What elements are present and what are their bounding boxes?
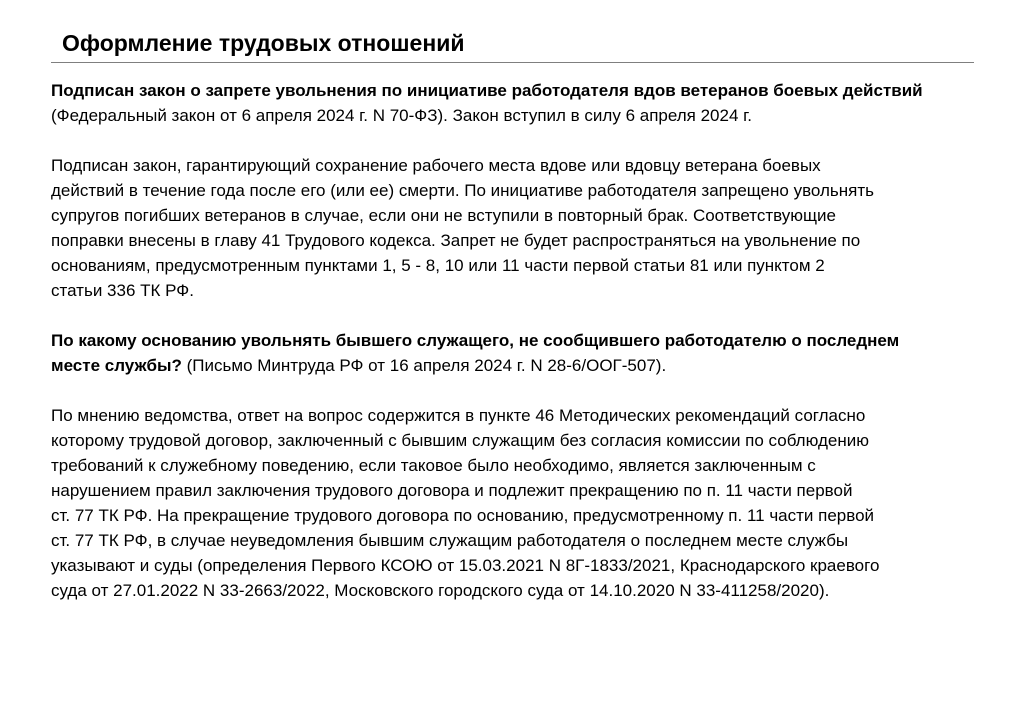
heading-line [51,328,996,353]
body-line: поправки внесены в главу 41 Трудового кодекса. Запрет не будет распространяться на увольнение по [51,231,861,250]
title-divider [51,62,974,63]
news-item-body-paragraph [51,153,996,303]
news-item-heading-continued: месте службы? [51,356,182,375]
news-item-heading: Подписан закон о запрете увольнения по инициативе работодателя вдов ветеранов боевых действий [51,81,923,100]
body-line: нарушением правил заключения трудового договора и подлежит прекращению по п. 11 части первой [51,481,853,500]
body-line: которому трудовой договор, заключенный с бывшим служащим без согласия комиссии по соблюдению [51,431,869,450]
source-reference: (Письмо Минтруда РФ от 16 апреля 2024 г. N 28-6/ООГ-507). [181,356,667,375]
body-line: суда от 27.01.2022 N 33-2663/2022, Московского городского суда от 14.10.2020 N 33-411258/2020). [51,581,830,600]
body-line: статьи 336 ТК РФ. [51,281,194,300]
document-body [51,78,996,628]
body-line: указывают и суды (определения Первого КСОЮ от 15.03.2021 N 8Г-1833/2021, Краснодарского краевого [51,556,880,575]
page-title: Оформление трудовых отношений [62,30,465,56]
body-line: Подписан закон, гарантирующий сохранение рабочего места вдове или вдовцу ветерана боевых [51,156,821,175]
heading-line [51,353,996,378]
news-item-heading-paragraph [51,328,996,378]
source-line: (Федеральный закон от 6 апреля 2024 г. N 70-ФЗ). Закон вступил в силу 6 апреля 2024 г. [51,106,752,125]
body-line: основаниям, предусмотренным пунктами 1, 5 - 8, 10 или 11 части первой статьи 81 или пунктом 2 [51,256,825,275]
news-item-heading-paragraph [51,78,996,128]
body-line: требований к служебному поведению, если таковое было необходимо, является заключенным с [51,456,816,475]
heading-line [51,78,996,103]
body-line: ст. 77 ТК РФ, в случае неуведомления бывшим служащим работодателя о последнем месте службы [51,531,849,550]
news-item-body-paragraph [51,403,996,603]
body-line: действий в течение года после его (или ее) смерти. По инициативе работодателя запрещено увольнять [51,181,875,200]
body-line: ст. 77 ТК РФ. На прекращение трудового договора по основанию, предусмотренному п. 11 части первой [51,506,875,525]
body-line: По мнению ведомства, ответ на вопрос содержится в пункте 46 Методических рекомендаций согласно [51,406,866,425]
body-line: супругов погибших ветеранов в случае, если они не вступили в повторный брак. Соответствующие [51,206,836,225]
news-item-heading: По какому основанию увольнять бывшего служащего, не сообщившего работодателю о последнем [51,331,900,350]
